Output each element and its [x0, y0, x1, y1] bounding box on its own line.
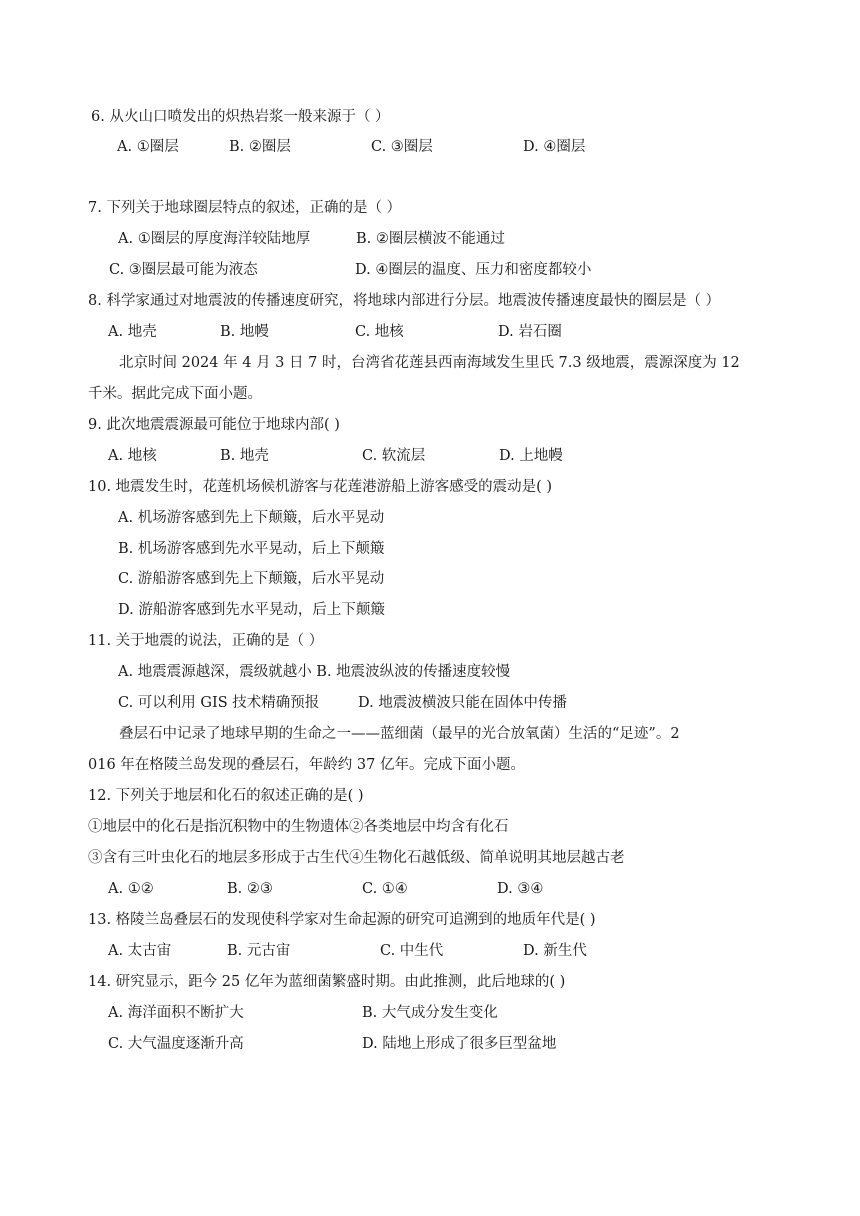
question-6-option-a: A. ①圈层: [117, 139, 179, 155]
question-12-option-d: D. ③④: [497, 881, 544, 897]
question-13-option-d: D. 新生代: [523, 943, 587, 959]
question-9-option-a: A. 地核: [108, 448, 157, 464]
question-7-option-d: D. ④圈层的温度、压力和密度都较小: [355, 262, 592, 278]
question-12-stem: 12. 下列关于地层和化石的叙述正确的是( ): [88, 788, 364, 804]
passage-line: 叠层石中记录了地球早期的生命之一——蓝细菌（最早的光合放氧菌）生活的“足迹”。2: [119, 726, 680, 742]
question-6-option-d: D. ④圈层: [523, 139, 586, 155]
question-12-statements: ③含有三叶虫化石的地层多形成于古生代④生物化石越低级、简单说明其地层越古老: [88, 850, 625, 866]
passage-line: 016 年在格陵兰岛发现的叠层石，年龄约 37 亿年。完成下面小题。: [88, 757, 525, 773]
passage-line: 北京时间 2024 年 4 月 3 日 7 时，台湾省花莲县西南海域发生里氏 7.3 级地震，震源深度为 12: [119, 355, 740, 371]
question-8-stem: 8. 科学家通过对地震波的传播速度研究，将地球内部进行分层。地震波传播速度最快的圈层是（ ）: [88, 293, 721, 309]
question-14-stem: 14. 研究显示，距今 25 亿年为蓝细菌繁盛时期。由此推测，此后地球的( ): [88, 974, 566, 990]
question-7-stem: 7. 下列关于地球圈层特点的叙述，正确的是（ ）: [88, 200, 402, 216]
question-10-option-c: C. 游船游客感到先上下颠簸，后水平晃动: [118, 571, 385, 587]
question-9-option-c: C. 软流层: [362, 448, 426, 464]
question-14-option-a: A. 海洋面积不断扩大: [108, 1005, 244, 1021]
question-13-option-c: C. 中生代: [380, 943, 444, 959]
question-9-option-b: B. 地壳: [220, 448, 269, 464]
question-6-stem: 6. 从火山口喷发出的炽热岩浆一般来源于（ ）: [91, 109, 390, 125]
question-13-stem: 13. 格陵兰岛叠层石的发现使科学家对生命起源的研究可追溯到的地质年代是( ): [88, 912, 596, 928]
question-12-option-b: B. ②③: [227, 881, 273, 897]
question-12-statements: ①地层中的化石是指沉积物中的生物遗体②各类地层中均含有化石: [88, 819, 509, 835]
question-14-option-c: C. 大气温度逐渐升高: [108, 1036, 244, 1052]
question-12-option-a: A. ①②: [108, 881, 154, 897]
question-11-option-d: D. 地震波横波只能在固体中传播: [358, 695, 567, 711]
question-14-option-d: D. 陆地上形成了很多巨型盆地: [362, 1036, 557, 1052]
question-10-stem: 10. 地震发生时，花莲机场候机游客与花莲港游船上游客感受的震动是( ): [88, 479, 553, 495]
question-13-option-b: B. 元古宙: [227, 943, 291, 959]
question-11-option-c: C. 可以利用 GIS 技术精确预报: [118, 695, 320, 711]
question-9-option-d: D. 上地幔: [499, 448, 563, 464]
question-14-option-b: B. 大气成分发生变化: [362, 1005, 498, 1021]
passage-line: 千米。据此完成下面小题。: [88, 386, 262, 402]
question-8-option-b: B. 地幔: [220, 324, 269, 340]
question-10-option-d: D. 游船游客感到先水平晃动，后上下颠簸: [118, 602, 385, 618]
question-13-option-a: A. 太古宙: [108, 943, 172, 959]
question-6-option-c: C. ③圈层: [371, 139, 433, 155]
question-7-option-b: B. ②圈层横波不能通过: [356, 231, 505, 247]
question-11-stem: 11. 关于地震的说法，正确的是（ ）: [88, 633, 324, 649]
question-7-option-c: C. ③圈层最可能为液态: [109, 262, 258, 278]
question-8-option-a: A. 地壳: [108, 324, 157, 340]
question-12-option-c: C. ①④: [362, 881, 408, 897]
question-6-option-b: B. ②圈层: [229, 139, 291, 155]
question-10-option-a: A. 机场游客感到先上下颠簸，后水平晃动: [118, 510, 385, 526]
question-9-stem: 9. 此次地震震源最可能位于地球内部( ): [88, 417, 340, 433]
question-7-option-a: A. ①圈层的厚度海洋较陆地厚: [118, 231, 311, 247]
question-8-option-d: D. 岩石圈: [498, 324, 562, 340]
question-10-option-b: B. 机场游客感到先水平晃动，后上下颠簸: [118, 541, 385, 557]
question-8-option-c: C. 地核: [355, 324, 404, 340]
question-11-option-ab: A. 地震震源越深，震级就越小 B. 地震波纵波的传播速度较慢: [118, 664, 511, 680]
